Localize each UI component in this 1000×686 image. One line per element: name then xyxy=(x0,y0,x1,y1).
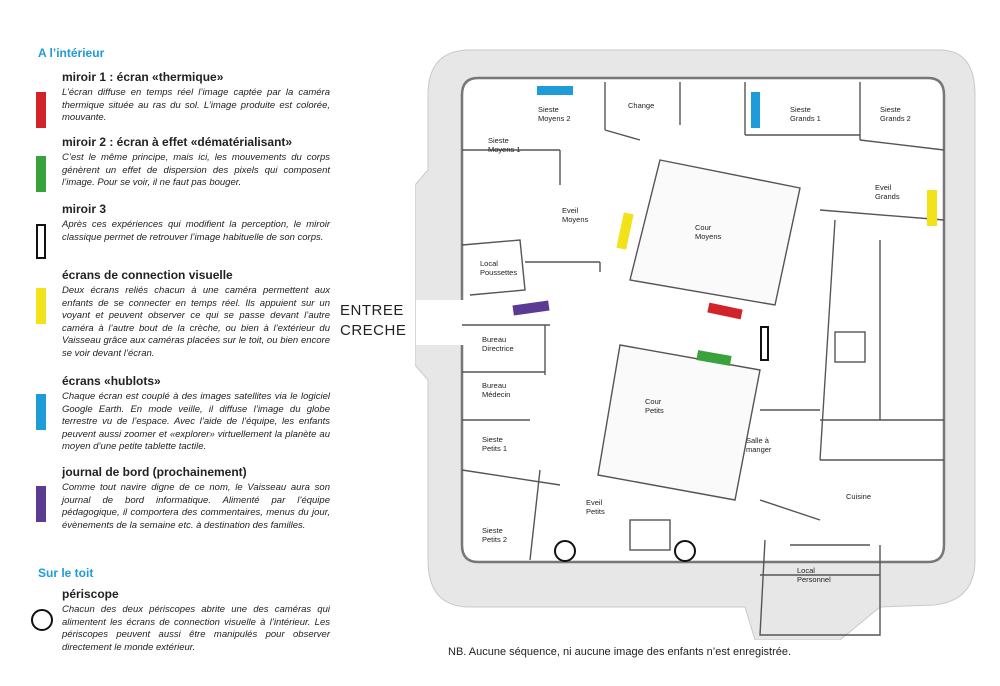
room-label: Poussettes xyxy=(480,268,518,277)
roof-section-title: Sur le toit xyxy=(38,566,94,580)
room-label: Grands xyxy=(875,192,900,201)
legend-item-title: miroir 1 : écran «thermique» xyxy=(62,70,224,84)
room-label: Sieste xyxy=(880,105,901,114)
room-label: Moyens 1 xyxy=(488,145,521,154)
blue-screen-marker xyxy=(751,92,760,128)
floor-plan xyxy=(415,40,995,640)
legend-item-title: écrans «hublots» xyxy=(62,374,161,388)
room-label: Change xyxy=(628,101,655,110)
room-label: Eveil xyxy=(875,183,892,192)
room-label: Personnel xyxy=(797,575,831,584)
room-label: Sieste xyxy=(538,105,559,114)
room-label: Bureau xyxy=(482,335,507,344)
interior-section-title: A l’intérieur xyxy=(38,46,105,60)
red-screen-symbol xyxy=(36,92,46,128)
blue-screen-marker xyxy=(537,86,573,95)
room-label: Petits 1 xyxy=(482,444,508,453)
mirror-marker xyxy=(761,327,768,360)
room-label: Cour xyxy=(645,397,662,406)
legend-item-title: miroir 3 xyxy=(62,202,107,216)
purple-screen-symbol xyxy=(36,486,46,522)
room-label: Petits 2 xyxy=(482,535,508,544)
legend-item-title: périscope xyxy=(62,587,119,601)
room-label: Sieste xyxy=(482,435,503,444)
room-label: Local xyxy=(480,259,498,268)
legend-item-title: miroir 2 : écran à effet «dématérialisant» xyxy=(62,135,293,149)
room-label: Sieste xyxy=(790,105,811,114)
room-label: Petits xyxy=(586,507,605,516)
room-label: Grands 1 xyxy=(790,114,821,123)
periscope-symbol xyxy=(31,609,53,631)
room-label: Directrice xyxy=(482,344,514,353)
legend-item-title: journal de bord (prochainement) xyxy=(62,465,247,479)
yellow-screen-marker xyxy=(927,190,937,226)
room-label: Moyens xyxy=(562,215,589,224)
entrance-label-line2: CRECHE xyxy=(340,322,407,339)
entrance-corridor xyxy=(416,300,466,345)
room-label: Salle à xyxy=(746,436,769,445)
room-label: Moyens 2 xyxy=(538,114,571,123)
room-label: Eveil xyxy=(586,498,603,507)
legend-item-desc: Deux écrans reliés chacun à une caméra permettent aux enfants de se connecter en temps réel. Ils appuient sur un voyant et peuvent observer ce qui se passe devant l’autre caméra à l’autre bout de la crèche, ou bien à l’extérieur du Vaisseau grâce aux caméras placées sur le toit, ou bien encore se voir devant l’écran. xyxy=(62,285,330,359)
room-label: Local xyxy=(797,566,815,575)
legend-item-desc: C’est le même principe, mais ici, les mouvements du corps génèrent un effet de dispersion des pixels qui composent l’image. Pour se voir, il ne faut pas bouger. xyxy=(62,152,330,188)
room-label: Bureau xyxy=(482,381,507,390)
room-label: manger xyxy=(746,445,772,454)
legend-item-title: écrans de connection visuelle xyxy=(62,268,233,282)
footnote: NB. Aucune séquence, ni aucune image des enfants n’est enregistrée. xyxy=(448,646,792,658)
blue-screen-symbol xyxy=(36,394,46,430)
yellow-screen-symbol xyxy=(36,288,46,324)
room-label: Sieste xyxy=(488,136,509,145)
legend-item-desc: L’écran diffuse en temps réel l’image captée par la caméra thermique située au ras du sol. L’image produite est colorée, mouvante. xyxy=(62,87,330,123)
entrance-label-line1: ENTREE xyxy=(340,302,404,319)
room-label: Sieste xyxy=(482,526,503,535)
room-label: Moyens xyxy=(695,232,722,241)
room-label: Cour xyxy=(695,223,712,232)
legend-item-desc: Comme tout navire digne de ce nom, le Vaisseau aura son journal de bord informatique. Alimenté par l’équipe pédagogique, il comportera des commentaires, menus du jour, évènements de la semaine etc. à destination des familles. xyxy=(62,482,330,531)
room-label: Eveil xyxy=(562,206,579,215)
mirror-symbol xyxy=(36,224,46,259)
legend-panel xyxy=(0,0,340,686)
room-label: Médecin xyxy=(482,390,511,399)
legend-item-desc: Chaque écran est couplé à des images satellites via le logiciel Google Earth. En mode veille, il diffuse l’image du globe terrestre vu de l’espace. Avec l’aide de l’équipe, les enfants peuvent aussi zoomer et «explorer» virtuellement la planète au moyen d’une petite tablette tactile. xyxy=(62,391,330,452)
room-label: Cuisine xyxy=(846,492,872,501)
green-screen-symbol xyxy=(36,156,46,192)
room-label: Grands 2 xyxy=(880,114,911,123)
room-label: Petits xyxy=(645,406,664,415)
legend-item-desc: Chacun des deux périscopes abrite une des caméras qui alimentent les écrans de connection visuelle à l’intérieur. Les périscopes peuvent aussi être manipulés pour observer directement le monde extérieur. xyxy=(62,604,330,653)
legend-item-desc: Après ces expériences qui modifient la perception, le miroir classique permet de retrouver l’image habituelle de son corps. xyxy=(62,219,330,243)
